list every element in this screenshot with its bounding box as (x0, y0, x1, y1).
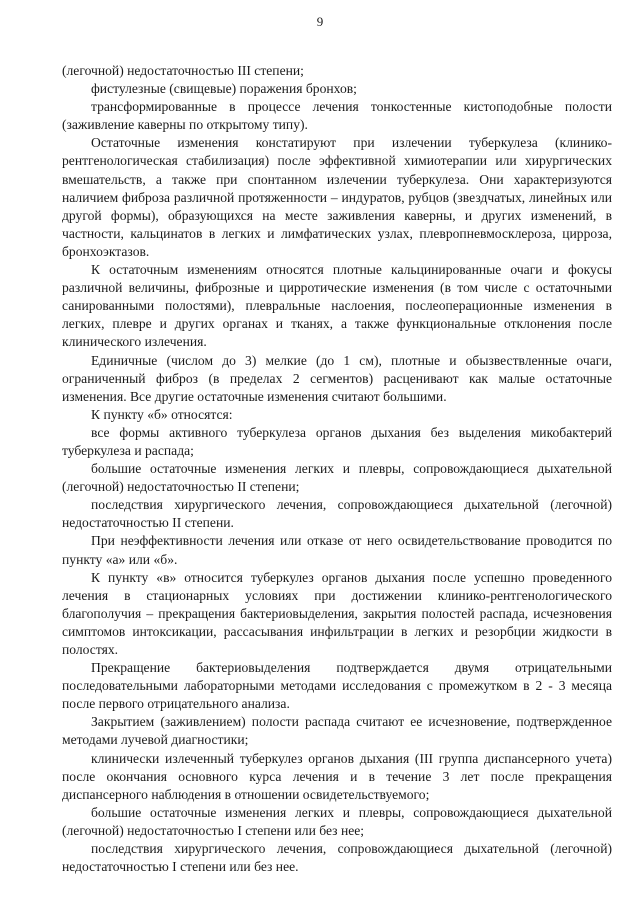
paragraph: последствия хирургического лечения, сопровождающиеся дыхательной (легочной) недостаточностью II степени. (62, 497, 612, 531)
paragraph: Единичные (числом до 3) мелкие (до 1 см), плотные и обызвествленные очаги, ограниченный фиброз (в пределах 2 сегментов) расценивают как малые остаточные изменения. Все другие остаточные изменения считают большими. (62, 352, 612, 404)
document-body (62, 62, 612, 876)
paragraph: фистулезные (свищевые) поражения бронхов; (91, 81, 357, 97)
paragraph: К пункту «в» относится туберкулез органов дыхания после успешно проведенного лечения в стационарных условиях при достижении клинико-рентгенологического благополучия – прекращения бактериовыделения, закрытия полостей распада, исчезновения симптомов интоксикации, рассасывания инфильтрации в легких и резорбции жидкости в полостях. (62, 569, 612, 657)
paragraph: большие остаточные изменения легких и плевры, сопровождающиеся дыхательной (легочной) недостаточностью I степени или без нее; (62, 804, 612, 838)
paragraph: Остаточные изменения констатируют при излечении туберкулеза (клинико-рентгенологическая стабилизация) после эффективной химиотерапии или хирургических вмешательств, а также при спонтанном излечении туберкулеза. Они характеризуются наличием фиброза различной протяженности – индуратов, рубцов (звездчатых, линейных или другой формы), образующихся на месте заживления каверны, и других изменений, в частности, кальцинатов в легких и лимфатических узлах, плевропневмосклероза, цирроза, бронхоэктазов. (62, 135, 612, 259)
paragraph: последствия хирургического лечения, сопровождающиеся дыхательной (легочной) недостаточностью I степени или без нее. (62, 841, 612, 875)
page-number: 9 (316, 14, 324, 29)
paragraph: К пункту «б» относятся: (91, 406, 233, 422)
paragraph: все формы активного туберкулеза органов дыхания без выделения микобактерий туберкулеза и распада; (62, 424, 612, 458)
paragraph: К остаточным изменениям относятся плотные кальцинированные очаги и фокусы различной величины, фиброзные и цирротические изменения (в том числе с остаточными санированными полостями), плевральные наслоения, послеоперационные изменения в легких, плевре и других органах и тканях, а также функциональные отклонения после клинического излечения. (62, 262, 612, 350)
paragraph: (легочной) недостаточностью III степени; (62, 63, 304, 78)
paragraph: При неэффективности лечения или отказе от него освидетельствование проводится по пункту «а» или «б». (62, 533, 612, 567)
paragraph: трансформированные в процессе лечения тонкостенные кистоподобные полости (заживление каверны по открытому типу). (62, 99, 612, 133)
paragraph: Прекращение бактериовыделения подтверждается двумя отрицательными последовательными лабораторными методами исследования с промежутком в 2 - 3 месяца после первого отрицательного анализа. (62, 660, 612, 712)
paragraph: клинически излеченный туберкулез органов дыхания (III группа диспансерного учета) после окончания основного курса лечения и в течение 3 лет после прекращения диспансерного наблюдения в отношении освидетельствуемого; (62, 750, 612, 802)
paragraph: Закрытием (заживлением) полости распада считают ее исчезновение, подтвержденное методами лучевой диагностики; (62, 714, 612, 748)
paragraph: большие остаточные изменения легких и плевры, сопровождающиеся дыхательной (легочной) недостаточностью II степени; (62, 461, 612, 495)
